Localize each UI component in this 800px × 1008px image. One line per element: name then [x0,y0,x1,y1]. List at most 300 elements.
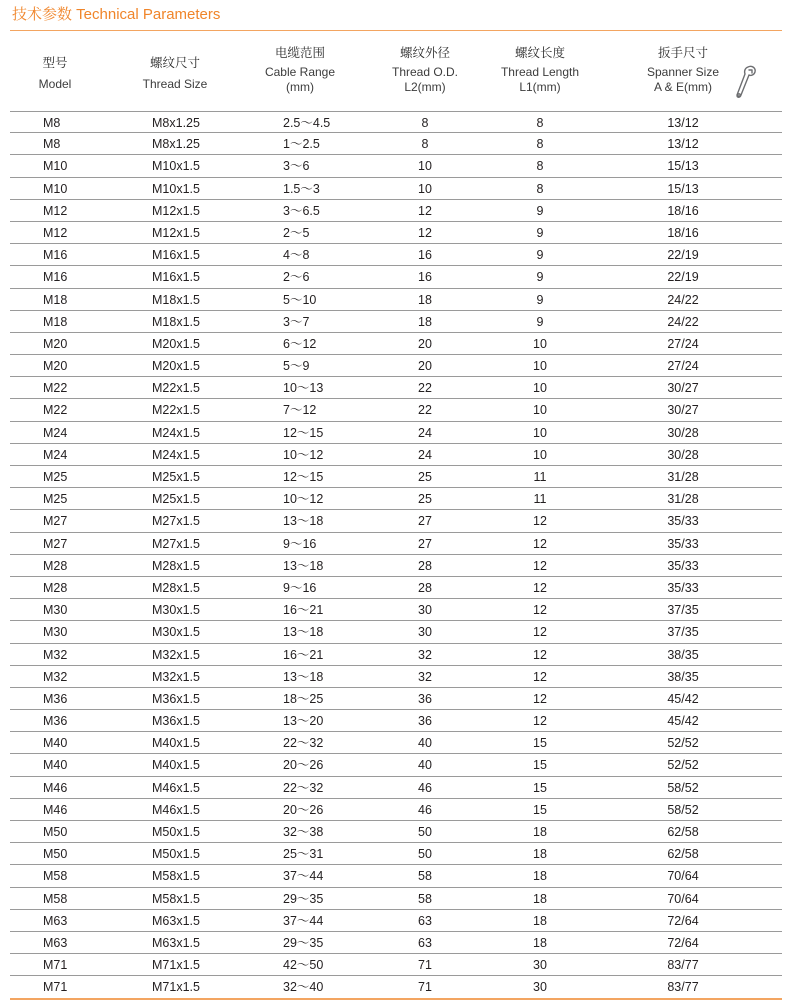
cell-cable-range: 22～32 [283,736,324,751]
cell-thread-od: 24 [418,447,432,462]
cell-thread-size: M63x1.5 [152,935,200,950]
cell-thread-length: 10 [533,425,547,440]
cell-thread-size: M71x1.5 [152,980,200,995]
cell-model: M25 [43,492,68,507]
cell-model: M28 [43,558,68,573]
cell-thread-od: 32 [418,669,432,684]
table-row [10,599,782,621]
cell-model: M27 [43,536,68,551]
cell-cable-range: 10～12 [283,492,324,507]
cell-thread-od: 18 [418,292,432,307]
cell-spanner-size: 72/64 [667,935,699,950]
header-thread-od-en: Thread O.D. [391,65,459,79]
cell-thread-length: 15 [533,758,547,773]
cell-model: M10 [43,159,68,174]
cell-spanner-size: 24/22 [667,314,699,329]
header-spanner-size-unit: A & E(mm) [653,80,712,94]
cell-thread-size: M25x1.5 [152,470,200,484]
cell-thread-size: M32x1.5 [152,647,200,662]
cell-thread-size: M12x1.5 [152,225,200,240]
table-row [10,954,782,976]
cell-spanner-size: 24/22 [667,292,699,307]
cell-thread-od: 32 [418,647,432,662]
cell-model: M28 [43,580,68,595]
cell-spanner-size: 35/33 [667,558,699,573]
header-thread-od [380,46,470,95]
cell-thread-size: M27x1.5 [152,536,200,551]
cell-cable-range: 20～26 [283,802,324,817]
header-thread-length-unit: L1(mm) [519,80,561,94]
cell-thread-length: 10 [533,359,547,374]
cell-thread-length: 12 [533,536,547,551]
cell-model: M8 [43,137,61,152]
cell-cable-range: 32～40 [283,980,324,995]
table-row [10,377,782,399]
table-row [10,444,782,466]
parameters-table-body [10,111,782,999]
cell-model: M40 [43,758,68,773]
cell-model: M32 [43,647,68,662]
cell-thread-size: M40x1.5 [152,758,200,773]
header-cable-range-zh: 电缆范围 [274,46,325,60]
cell-cable-range: 5～10 [283,292,317,307]
cell-cable-range: 37～44 [283,869,324,884]
table-row [10,777,782,799]
cell-thread-od: 63 [418,935,432,950]
cell-thread-od: 12 [418,225,432,240]
cell-spanner-size: 35/33 [667,536,699,551]
cell-model: M20 [43,336,68,351]
cell-thread-size: M46x1.5 [152,802,200,817]
cell-spanner-size: 38/35 [667,647,699,662]
cell-thread-size: M28x1.5 [152,558,200,573]
cell-thread-length: 30 [533,980,547,995]
cell-cable-range: 9～16 [283,580,317,595]
cell-spanner-size: 30/28 [667,425,699,440]
cell-thread-length: 10 [533,381,547,396]
header-thread-size-en: Thread Size [142,77,208,91]
cell-thread-od: 8 [421,137,429,152]
cell-spanner-size: 13/12 [667,116,699,130]
cell-cable-range: 2～5 [283,225,310,240]
cell-cable-range: 13～18 [283,625,324,640]
cell-thread-size: M16x1.5 [152,248,200,263]
table-row [10,666,782,688]
table-row [10,932,782,954]
cell-thread-od: 40 [418,736,432,751]
cell-thread-od: 12 [418,203,432,218]
cell-cable-range: 6～12 [283,336,317,351]
cell-thread-od: 25 [418,492,432,507]
header-thread-size [130,56,220,92]
header-cable-range [255,46,345,95]
table-row [10,710,782,732]
table-row [10,888,782,910]
cell-model: M46 [43,780,68,795]
cell-spanner-size: 18/16 [667,225,699,240]
header-thread-length [495,46,585,95]
cell-thread-size: M63x1.5 [152,913,200,928]
cell-spanner-size: 70/64 [667,891,699,906]
cell-thread-size: M46x1.5 [152,780,200,795]
cell-thread-od: 28 [418,558,432,573]
cell-model: M25 [43,470,68,484]
cell-model: M32 [43,669,68,684]
cell-cable-range: 42～50 [283,958,324,973]
cell-thread-od: 18 [418,314,432,329]
header-thread-length-en: Thread Length [500,65,580,79]
cell-thread-od: 36 [418,714,432,729]
cell-thread-size: M22x1.5 [152,403,200,418]
table-row [10,688,782,710]
cell-spanner-size: 22/19 [667,248,699,263]
cell-thread-size: M18x1.5 [152,292,200,307]
cell-thread-length: 11 [533,470,547,484]
cell-model: M58 [43,891,68,906]
cell-thread-length: 12 [533,691,547,706]
cell-spanner-size: 30/28 [667,447,699,462]
cell-spanner-size: 31/28 [667,470,699,484]
cell-spanner-size: 62/58 [667,825,699,839]
header-model [20,56,90,92]
cell-cable-range: 10～12 [283,447,324,462]
cell-thread-od: 28 [418,580,432,595]
cell-model: M8 [43,116,61,130]
cell-model: M58 [43,869,68,884]
cell-thread-od: 22 [418,381,432,396]
header-thread-od-unit: L2(mm) [404,80,446,94]
cell-thread-size: M50x1.5 [152,825,200,839]
cell-cable-range: 2.5～4.5 [283,116,331,130]
cell-thread-size: M58x1.5 [152,891,200,906]
cell-thread-od: 63 [418,913,432,928]
table-row [10,910,782,932]
cell-model: M30 [43,625,68,640]
cell-model: M24 [43,447,68,462]
table-row [10,488,782,510]
cell-spanner-size: 35/33 [667,514,699,529]
cell-cable-range: 16～21 [283,647,324,662]
header-thread-od-zh: 螺纹外径 [399,46,450,60]
cell-thread-size: M30x1.5 [152,625,200,640]
cell-spanner-size: 37/35 [667,603,699,618]
cell-thread-size: M58x1.5 [152,869,200,884]
cell-model: M20 [43,359,68,374]
cell-thread-size: M20x1.5 [152,336,200,351]
cell-model: M63 [43,935,68,950]
cell-spanner-size: 52/52 [667,736,699,751]
cell-thread-length: 9 [536,203,544,218]
cell-cable-range: 4～8 [283,248,310,263]
cell-spanner-size: 15/13 [667,181,699,196]
header-spanner-size-en: Spanner Size [646,65,720,79]
table-row [10,155,782,177]
cell-model: M24 [43,425,68,440]
cell-thread-od: 20 [418,336,432,351]
cell-spanner-size: 31/28 [667,492,699,507]
cell-thread-od: 40 [418,758,432,773]
table-row [10,976,782,998]
cell-cable-range: 29～35 [283,891,324,906]
cell-cable-range: 13～20 [283,714,324,729]
cell-thread-length: 12 [533,603,547,618]
cell-thread-size: M24x1.5 [152,425,200,440]
cell-spanner-size: 45/42 [667,714,699,729]
cell-thread-od: 20 [418,359,432,374]
header-spanner-size-zh: 扳手尺寸 [657,46,708,60]
cell-thread-size: M30x1.5 [152,603,200,618]
cell-model: M50 [43,847,68,862]
cell-thread-length: 9 [536,292,544,307]
table-row [10,799,782,821]
cell-cable-range: 2～6 [283,270,310,285]
table-row [10,200,782,222]
cell-cable-range: 29～35 [283,935,324,950]
cell-thread-length: 9 [536,225,544,240]
cell-thread-od: 30 [418,625,432,640]
table-row [10,222,782,244]
cell-spanner-size: 83/77 [667,980,699,995]
cell-spanner-size: 72/64 [667,913,699,928]
cell-spanner-size: 30/27 [667,381,699,396]
cell-model: M36 [43,714,68,729]
cell-thread-size: M22x1.5 [152,381,200,396]
cell-thread-od: 58 [418,891,432,906]
table-row [10,289,782,311]
table-row [10,555,782,577]
header-cable-range-unit: (mm) [286,80,314,94]
cell-thread-size: M20x1.5 [152,359,200,374]
cell-thread-length: 18 [533,891,547,906]
cell-thread-size: M28x1.5 [152,580,200,595]
cell-thread-od: 27 [418,514,432,529]
table-row [10,311,782,333]
table-row [10,644,782,666]
cell-thread-size: M32x1.5 [152,669,200,684]
table-row [10,178,782,200]
cell-thread-od: 10 [418,159,432,174]
table-row [10,510,782,532]
table-row [10,577,782,599]
cell-cable-range: 1.5～3 [283,181,320,196]
cell-thread-od: 8 [421,116,429,130]
table-row [10,422,782,444]
cell-thread-length: 12 [533,625,547,640]
cell-spanner-size: 13/12 [667,137,699,152]
cell-model: M63 [43,913,68,928]
cell-cable-range: 5～9 [283,359,310,374]
cell-thread-size: M16x1.5 [152,270,200,285]
cell-thread-length: 18 [533,847,547,862]
cell-spanner-size: 35/33 [667,580,699,595]
table-row [10,333,782,355]
cell-cable-range: 22～32 [283,780,324,795]
table-row [10,533,782,555]
cell-model: M71 [43,958,68,973]
cell-cable-range: 7～12 [283,403,317,418]
cell-spanner-size: 70/64 [667,869,699,884]
cell-thread-length: 10 [533,336,547,351]
title-divider [10,30,782,31]
cell-thread-od: 50 [418,847,432,862]
cell-thread-od: 10 [418,181,432,196]
cell-thread-length: 8 [536,181,544,196]
cell-thread-od: 16 [418,270,432,285]
cell-cable-range: 1～2.5 [283,137,320,152]
cell-spanner-size: 15/13 [667,159,699,174]
cell-spanner-size: 83/77 [667,958,699,973]
table-row [10,865,782,887]
cell-thread-length: 15 [533,780,547,795]
table-row [10,355,782,377]
cell-cable-range: 25～31 [283,847,324,862]
cell-thread-length: 18 [533,869,547,884]
cell-thread-length: 18 [533,913,547,928]
cell-thread-od: 36 [418,691,432,706]
cell-spanner-size: 52/52 [667,758,699,773]
cell-model: M12 [43,225,68,240]
header-spanner-size [638,46,728,95]
cell-cable-range: 3～6 [283,159,310,174]
cell-model: M46 [43,802,68,817]
header-thread-size-zh: 螺纹尺寸 [149,56,200,70]
cell-spanner-size: 27/24 [667,359,699,374]
cell-model: M50 [43,825,68,839]
cell-thread-od: 58 [418,869,432,884]
cell-model: M18 [43,314,68,329]
cell-thread-od: 30 [418,603,432,618]
cell-thread-size: M8x1.25 [152,137,200,152]
cell-model: M71 [43,980,68,995]
cell-model: M18 [43,292,68,307]
cell-cable-range: 3～6.5 [283,203,320,218]
cell-model: M30 [43,603,68,618]
cell-thread-length: 30 [533,958,547,973]
cell-spanner-size: 18/16 [667,203,699,218]
table-row [10,732,782,754]
cell-thread-size: M25x1.5 [152,492,200,507]
cell-thread-length: 12 [533,714,547,729]
cell-cable-range: 12～15 [283,470,324,484]
cell-thread-size: M18x1.5 [152,314,200,329]
cell-thread-size: M36x1.5 [152,714,200,729]
cell-spanner-size: 58/52 [667,802,699,817]
table-row [10,754,782,776]
cell-spanner-size: 58/52 [667,780,699,795]
cell-thread-length: 10 [533,403,547,418]
table-row [10,111,782,133]
cell-spanner-size: 22/19 [667,270,699,285]
cell-thread-size: M40x1.5 [152,736,200,751]
cell-thread-od: 25 [418,470,432,484]
cell-model: M27 [43,514,68,529]
cell-thread-od: 16 [418,248,432,263]
cell-thread-length: 12 [533,647,547,662]
cell-thread-length: 9 [536,270,544,285]
cell-spanner-size: 30/27 [667,403,699,418]
wrench-icon [734,64,758,102]
table-row [10,133,782,155]
cell-cable-range: 12～15 [283,425,324,440]
cell-cable-range: 13～18 [283,669,324,684]
cell-cable-range: 10～13 [283,381,324,396]
cell-model: M16 [43,248,68,263]
cell-thread-length: 8 [536,116,544,130]
cell-thread-size: M10x1.5 [152,181,200,196]
table-row [10,621,782,643]
cell-thread-size: M71x1.5 [152,958,200,973]
cell-thread-od: 24 [418,425,432,440]
cell-model: M10 [43,181,68,196]
cell-thread-od: 27 [418,536,432,551]
cell-thread-length: 8 [536,137,544,152]
cell-thread-size: M36x1.5 [152,691,200,706]
header-model-en: Model [38,77,72,91]
header-model-zh: 型号 [42,56,68,70]
cell-thread-length: 15 [533,736,547,751]
cell-spanner-size: 62/58 [667,847,699,862]
cell-thread-length: 10 [533,447,547,462]
table-row [10,466,782,488]
cell-thread-length: 9 [536,248,544,263]
table-row [10,399,782,421]
cell-thread-size: M8x1.25 [152,116,200,130]
table-header [10,40,782,110]
cell-thread-length: 18 [533,825,547,839]
cell-thread-size: M50x1.5 [152,847,200,862]
cell-thread-length: 18 [533,935,547,950]
cell-cable-range: 13～18 [283,514,324,529]
cell-thread-length: 8 [536,159,544,174]
cell-thread-length: 12 [533,558,547,573]
cell-cable-range: 13～18 [283,558,324,573]
cell-thread-length: 15 [533,802,547,817]
cell-thread-length: 12 [533,580,547,595]
cell-spanner-size: 45/42 [667,691,699,706]
cell-thread-size: M24x1.5 [152,447,200,462]
header-thread-length-zh: 螺纹长度 [514,46,565,60]
cell-thread-size: M10x1.5 [152,159,200,174]
cell-thread-size: M12x1.5 [152,203,200,218]
cell-model: M16 [43,270,68,285]
cell-thread-size: M27x1.5 [152,514,200,529]
cell-model: M22 [43,403,68,418]
table-row [10,244,782,266]
cell-cable-range: 18～25 [283,691,324,706]
table-row [10,843,782,865]
cell-spanner-size: 27/24 [667,336,699,351]
cell-thread-od: 46 [418,802,432,817]
cell-thread-length: 12 [533,669,547,684]
page-title: 技术参数 Technical Parameters [12,6,221,23]
cell-cable-range: 3～7 [283,314,310,329]
cell-cable-range: 20～26 [283,758,324,773]
cell-spanner-size: 38/35 [667,669,699,684]
cell-cable-range: 9～16 [283,536,317,551]
cell-spanner-size: 37/35 [667,625,699,640]
cell-cable-range: 32～38 [283,825,324,839]
cell-model: M36 [43,691,68,706]
cell-model: M40 [43,736,68,751]
header-cable-range-en: Cable Range [264,65,336,79]
cell-thread-od: 22 [418,403,432,418]
cell-thread-od: 46 [418,780,432,795]
table-row [10,821,782,843]
cell-cable-range: 37～44 [283,913,324,928]
cell-model: M22 [43,381,68,396]
table-row [10,266,782,288]
cell-thread-length: 9 [536,314,544,329]
